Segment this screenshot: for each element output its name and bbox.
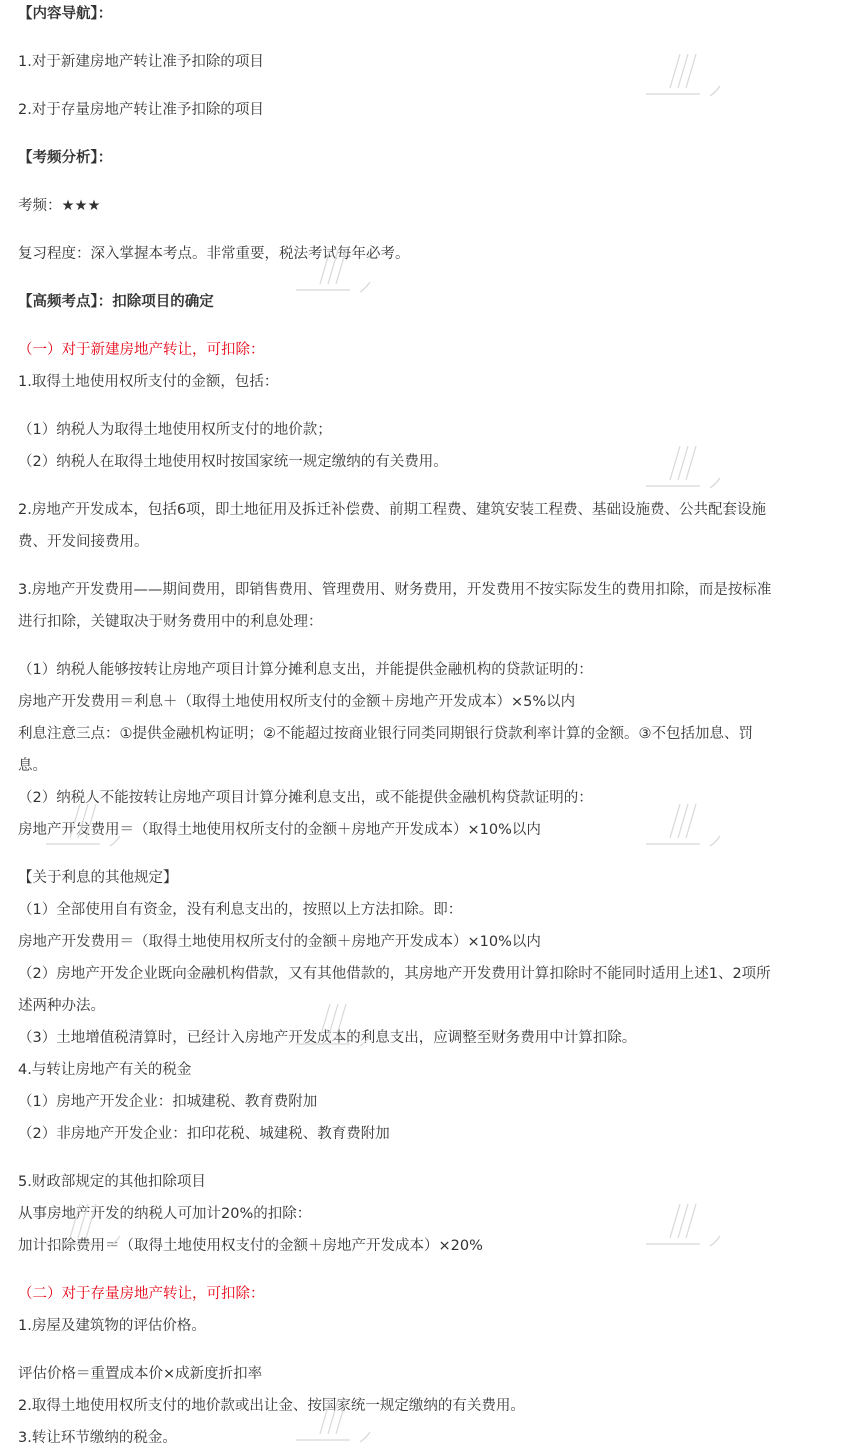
- watermark-mark: [640, 790, 730, 850]
- stock-p2: 2.取得土地使用权所支付的地价款或出让金、按国家统一规定缴纳的有关费用。: [18, 1398, 525, 1414]
- new-p1-a: （1）纳税人为取得土地使用权所支付的地价款；: [18, 422, 332, 438]
- stock-section-heading: （二）对于存量房地产转让，可扣除：: [18, 1286, 265, 1302]
- point-heading: 【高频考点】：扣除项目的确定: [18, 294, 214, 310]
- new-p2-line1: 2.房地产开发成本，包括6项，即土地征用及拆迁补偿费、前期工程费、建筑安装工程费、基础设施费、公共配套设施: [18, 502, 767, 518]
- interest-1-formula: 房地产开发费用＝（取得土地使用权所支付的金额＋房地产开发成本）×10%以内: [18, 934, 541, 950]
- new-p3-a-note-line1: 利息注意三点：①提供金融机构证明；②不能超过按商业银行同类同期银行贷款利率计算的金额。③不包括加息、罚: [18, 726, 753, 742]
- new-p3-line1: 3.房地产开发费用——期间费用，即销售费用、管理费用、财务费用，开发费用不按实际发生的费用扣除，而是按标准: [18, 582, 772, 598]
- new-p1: 1.取得土地使用权所支付的金额，包括：: [18, 374, 279, 390]
- watermark-mark: [640, 432, 730, 492]
- new-p5-a: 从事房地产开发的纳税人可加计20%的扣除：: [18, 1206, 312, 1222]
- new-p4-a: （1）房地产开发企业：扣城建税、教育费附加: [18, 1094, 318, 1110]
- nav-item-2: 2.对于存量房地产转让准予扣除的项目: [18, 102, 264, 118]
- new-p1-b: （2）纳税人在取得土地使用权时按国家统一规定缴纳的有关费用。: [18, 454, 448, 470]
- watermark-mark: [640, 40, 730, 100]
- frequency-text: 考频：★★★: [18, 198, 101, 214]
- new-p5: 5.财政部规定的其他扣除项目: [18, 1174, 206, 1190]
- stock-p1-formula: 评估价格＝重置成本价×成新度折扣率: [18, 1366, 263, 1382]
- interest-3: （3）土地增值税清算时，已经计入房地产开发成本的利息支出，应调整至财务费用中计算扣除。: [18, 1030, 637, 1046]
- new-p4: 4.与转让房地产有关的税金: [18, 1062, 192, 1078]
- new-p3-a: （1）纳税人能够按转让房地产项目计算分摊利息支出，并能提供金融机构的贷款证明的：: [18, 662, 593, 678]
- new-p3-a-note-line2: 息。: [18, 758, 47, 774]
- new-p3-a-formula: 房地产开发费用＝利息＋（取得土地使用权所支付的金额＋房地产开发成本）×5%以内: [18, 694, 576, 710]
- nav-heading: 【内容导航】：: [18, 6, 113, 22]
- new-p3-b-formula: 房地产开发费用＝（取得土地使用权所支付的金额＋房地产开发成本）×10%以内: [18, 822, 541, 838]
- new-section-heading: （一）对于新建房地产转让，可扣除：: [18, 342, 265, 358]
- stock-p1: 1.房屋及建筑物的评估价格。: [18, 1318, 206, 1334]
- new-p3-line2: 进行扣除，关键取决于财务费用中的利息处理：: [18, 614, 323, 630]
- analysis-heading: 【考频分析】：: [18, 150, 113, 166]
- watermark-mark: [640, 1190, 730, 1250]
- stock-p3: 3.转让环节缴纳的税金。: [18, 1430, 177, 1446]
- new-p2-line2: 费、开发间接费用。: [18, 534, 149, 550]
- review-text: 复习程度：深入掌握本考点。非常重要，税法考试每年必考。: [18, 246, 410, 262]
- new-p5-formula: 加计扣除费用＝（取得土地使用权支付的金额＋房地产开发成本）×20%: [18, 1238, 483, 1254]
- interest-2-line2: 述两种办法。: [18, 998, 105, 1014]
- interest-2-line1: （2）房地产开发企业既向金融机构借款，又有其他借款的，其房地产开发费用计算扣除时不能同时适用上述1、2项所: [18, 966, 771, 982]
- new-p3-b: （2）纳税人不能按转让房地产项目计算分摊利息支出，或不能提供金融机构贷款证明的：: [18, 790, 593, 806]
- new-p4-b: （2）非房地产开发企业：扣印花税、城建税、教育费附加: [18, 1126, 390, 1142]
- interest-1: （1）全部使用自有资金，没有利息支出的，按照以上方法扣除。即：: [18, 902, 463, 918]
- watermark-mark: [290, 1386, 380, 1446]
- interest-heading: 【关于利息的其他规定】: [18, 870, 178, 886]
- nav-item-1: 1.对于新建房地产转让准予扣除的项目: [18, 54, 264, 70]
